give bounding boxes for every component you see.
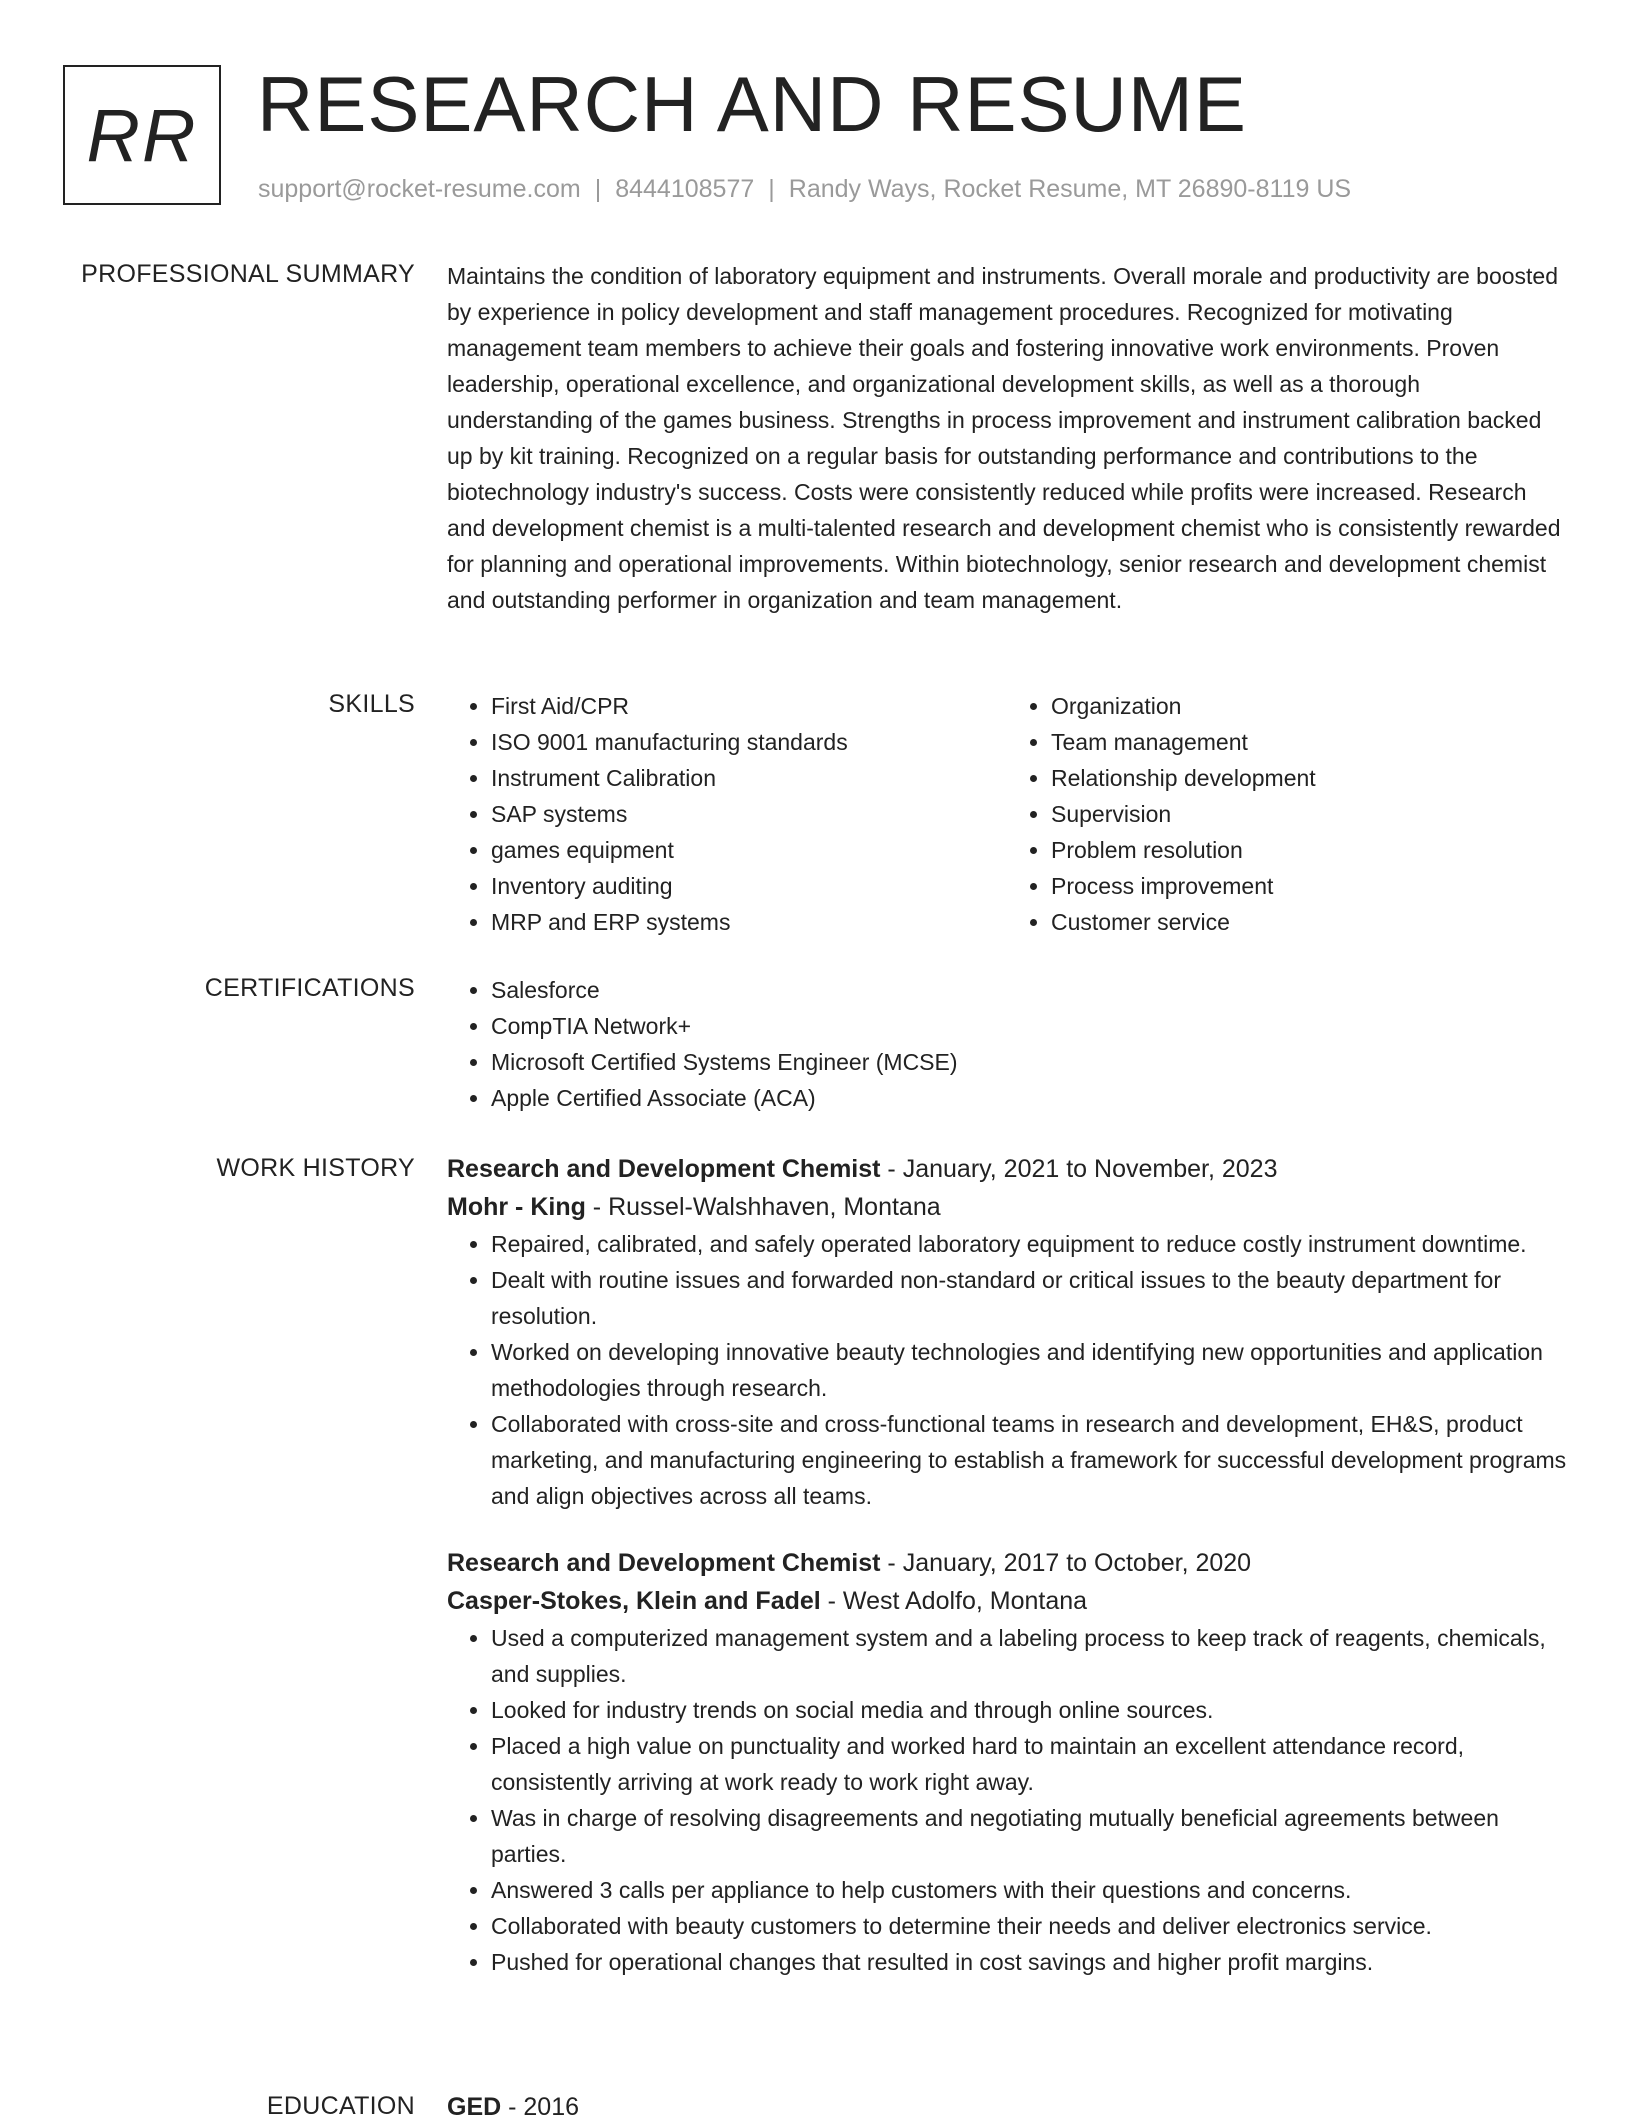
skill-item: • Process improvement bbox=[1051, 868, 1567, 904]
certification-item: • Microsoft Certified Systems Engineer (MCSE) bbox=[491, 1044, 1567, 1080]
skill-item: • Organization bbox=[1051, 688, 1567, 724]
contact-address: Randy Ways, Rocket Resume, MT 26890-8119 US bbox=[788, 175, 1352, 203]
job-duty: • Worked on developing innovative beauty technologies and identifying new opportunities and application methodologies through research. bbox=[491, 1334, 1567, 1406]
job-company: Mohr - King bbox=[447, 1193, 586, 1221]
contact-separator: | bbox=[594, 175, 602, 203]
skill-item: • Relationship development bbox=[1051, 760, 1567, 796]
skill-item: • ISO 9001 manufacturing standards bbox=[491, 724, 1007, 760]
section-title-education: EDUCATION bbox=[266, 2092, 415, 2120]
job-role: Research and Development Chemist bbox=[447, 1549, 881, 1577]
certification-item: • Apple Certified Associate (ACA) bbox=[491, 1080, 1567, 1116]
skills-body bbox=[447, 688, 1567, 940]
section-title-skills: SKILLS bbox=[328, 690, 415, 718]
job-company: Casper-Stokes, Klein and Fadel bbox=[447, 1587, 821, 1615]
monogram-logo: RR bbox=[63, 65, 221, 205]
skill-item: • Problem resolution bbox=[1051, 832, 1567, 868]
skill-item: • games equipment bbox=[491, 832, 1007, 868]
skill-item: • Inventory auditing bbox=[491, 868, 1007, 904]
job-entry bbox=[447, 1150, 1567, 1514]
section-title-summary: PROFESSIONAL SUMMARY bbox=[81, 260, 415, 288]
job-duty: • Collaborated with cross-site and cross-functional teams in research and development, EH&S, product marketing, and manufacturing engineering to establish a framework for successful development programs and align objectives across all teams. bbox=[491, 1406, 1567, 1514]
contact-separator: | bbox=[768, 175, 775, 203]
contact-email[interactable]: support@rocket-resume.com bbox=[258, 175, 581, 203]
summary-body bbox=[447, 258, 1567, 618]
contact-line bbox=[258, 175, 1351, 204]
job-title-line bbox=[447, 1150, 1567, 1188]
job-duty: • Dealt with routine issues and forwarded non-standard or critical issues to the beauty department for resolution. bbox=[491, 1262, 1567, 1334]
job-dates: - January, 2021 to November, 2023 bbox=[880, 1155, 1278, 1183]
skill-item: • First Aid/CPR bbox=[491, 688, 1007, 724]
job-duty: • Pushed for operational changes that resulted in cost savings and higher profit margins. bbox=[491, 1944, 1567, 1980]
job-duty: • Used a computerized management system and a labeling process to keep track of reagents, chemicals, and supplies. bbox=[491, 1620, 1567, 1692]
skill-item: • MRP and ERP systems bbox=[491, 904, 1007, 940]
job-location: - West Adolfo, Montana bbox=[820, 1587, 1088, 1615]
job-company-line bbox=[447, 1188, 1567, 1226]
job-duty: • Was in charge of resolving disagreements and negotiating mutually beneficial agreements between parties. bbox=[491, 1800, 1567, 1872]
certification-item: • Salesforce bbox=[491, 972, 1567, 1008]
resume-header bbox=[63, 60, 1583, 215]
skills-column-left bbox=[447, 688, 1007, 940]
education-year: - 2016 bbox=[501, 2093, 580, 2121]
certification-item: • CompTIA Network+ bbox=[491, 1008, 1567, 1044]
certification-list bbox=[447, 972, 1567, 1116]
job-duty: • Looked for industry trends on social media and through online sources. bbox=[491, 1692, 1567, 1728]
section-title-certifications: CERTIFICATIONS bbox=[204, 974, 415, 1002]
work-history-body bbox=[447, 1150, 1567, 1980]
job-role: Research and Development Chemist bbox=[447, 1155, 881, 1183]
job-duties bbox=[447, 1620, 1567, 1980]
education-body bbox=[447, 2088, 1567, 2126]
skill-item: • Team management bbox=[1051, 724, 1567, 760]
candidate-name: RESEARCH AND RESUME bbox=[257, 60, 1247, 148]
job-entry bbox=[447, 1544, 1567, 1980]
skill-item: • Customer service bbox=[1051, 904, 1567, 940]
job-duties bbox=[447, 1226, 1567, 1514]
section-title-work-history: WORK HISTORY bbox=[216, 1154, 415, 1182]
contact-phone[interactable]: 8444108577 bbox=[615, 175, 755, 203]
job-location: - Russel-Walshhaven, Montana bbox=[585, 1193, 941, 1221]
skills-column-right bbox=[1007, 688, 1567, 940]
job-dates: - January, 2017 to October, 2020 bbox=[880, 1549, 1252, 1577]
job-company-line bbox=[447, 1582, 1567, 1620]
certifications-body bbox=[447, 972, 1567, 1116]
skill-item: • Supervision bbox=[1051, 796, 1567, 832]
job-duty: • Answered 3 calls per appliance to help customers with their questions and concerns. bbox=[491, 1872, 1567, 1908]
summary-text: Maintains the condition of laboratory equipment and instruments. Overall morale and productivity are boosted by experience in policy development and staff management procedures. Recognized for motivating management team members to achieve their goals and fostering innovative work environments. Proven leadership, operational excellence, and organizational development skills, as well as a thorough understanding of the games business. Strengths in process improvement and instrument calibration backed up by kit training. Recognized on a regular basis for outstanding performance and contributions to the biotechnology industry's success. Costs were consistently reduced while profits were increased. Research and development chemist is a multi-talented research and development chemist who is consistently rewarded for planning and operational improvements. Within biotechnology, senior research and development chemist and outstanding performer in organization and team management. bbox=[447, 263, 1561, 613]
job-duty: • Repaired, calibrated, and safely operated laboratory equipment to reduce costly instrument downtime. bbox=[491, 1226, 1567, 1262]
skill-item: • Instrument Calibration bbox=[491, 760, 1007, 796]
education-line bbox=[447, 2088, 1567, 2126]
skill-item: • SAP systems bbox=[491, 796, 1007, 832]
job-duty: • Collaborated with beauty customers to determine their needs and deliver electronics service. bbox=[491, 1908, 1567, 1944]
job-title-line bbox=[447, 1544, 1567, 1582]
education-degree: GED bbox=[447, 2093, 502, 2121]
job-duty: • Placed a high value on punctuality and worked hard to maintain an excellent attendance record, consistently arriving at work ready to work right away. bbox=[491, 1728, 1567, 1800]
